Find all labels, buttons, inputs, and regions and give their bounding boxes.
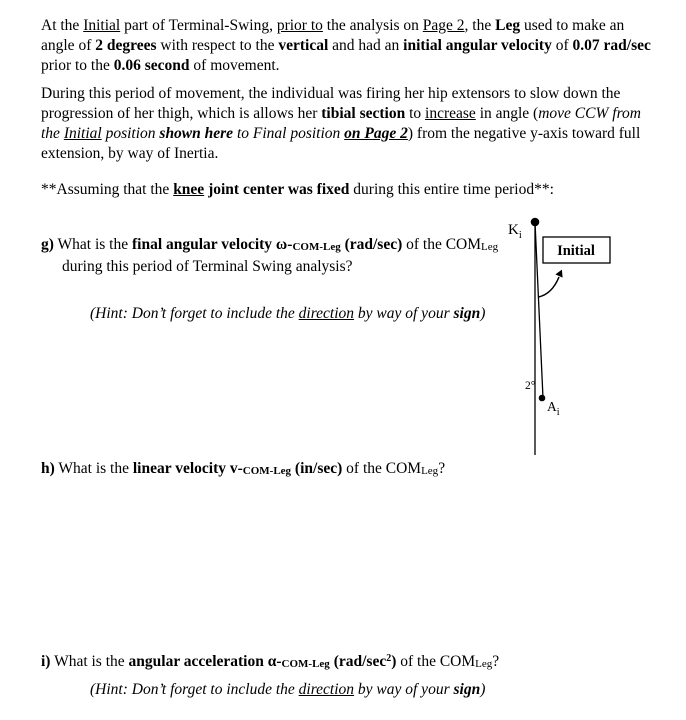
com-label-subscript: i [556,407,560,418]
knee-label-subscript: i [518,230,522,241]
question-i: i) What is the angular acceleration α-COM-Leg $(rad/\sec^2)$ of the COMLeg? [41,653,500,670]
hint-question-i: (Hint: Don’t forget to include the direction by way of your sign) [90,681,486,698]
question-g: g) What is the final angular velocity ω-COM-Leg (rad/sec) of the COMLeg during this period of Terminal Swing analysis? [41,236,499,275]
com-label-letter: A [547,399,557,414]
initial-label: Initial [557,243,595,259]
assumption-statement: **Assuming that the knee joint center was fixed during this entire time period**: [41,181,554,198]
leg-angle-diagram [495,210,665,462]
knee-joint-dot [531,218,540,227]
paragraph-initial-conditions: At the Initial part of Terminal-Swing, prior to the analysis on Page 2, the Leg used to make an angle of 2 degrees with respect to the vertical and had an initial angular velocity of 0.07 rad/sec prior to the 0.06 second of movement. [41,17,651,74]
leg-segment-line [535,222,543,398]
angle-label: 2° [525,380,536,392]
hint-question-g: (Hint: Don’t forget to include the direction by way of your sign) [90,305,486,322]
leg-com-dot [539,395,546,402]
com-point-label [547,399,560,418]
ccw-rotation-arrow [539,277,560,297]
question-h: h) What is the linear velocity v-COM-Leg (in/sec) of the COMLeg? [41,460,446,477]
paragraph-movement-description: During this period of movement, the individual was firing her hip extensors to slow down the progression of her thigh, which is allows her tibial section to increase in angle (move CCW from the Initial position shown here to Final position on Page 2) from the negative y-axis toward full extension, by way of Inertia. [41,85,641,162]
ccw-rotation-arrowhead [555,270,562,278]
knee-label-letter: K [508,222,519,238]
knee-point-label [508,222,522,241]
